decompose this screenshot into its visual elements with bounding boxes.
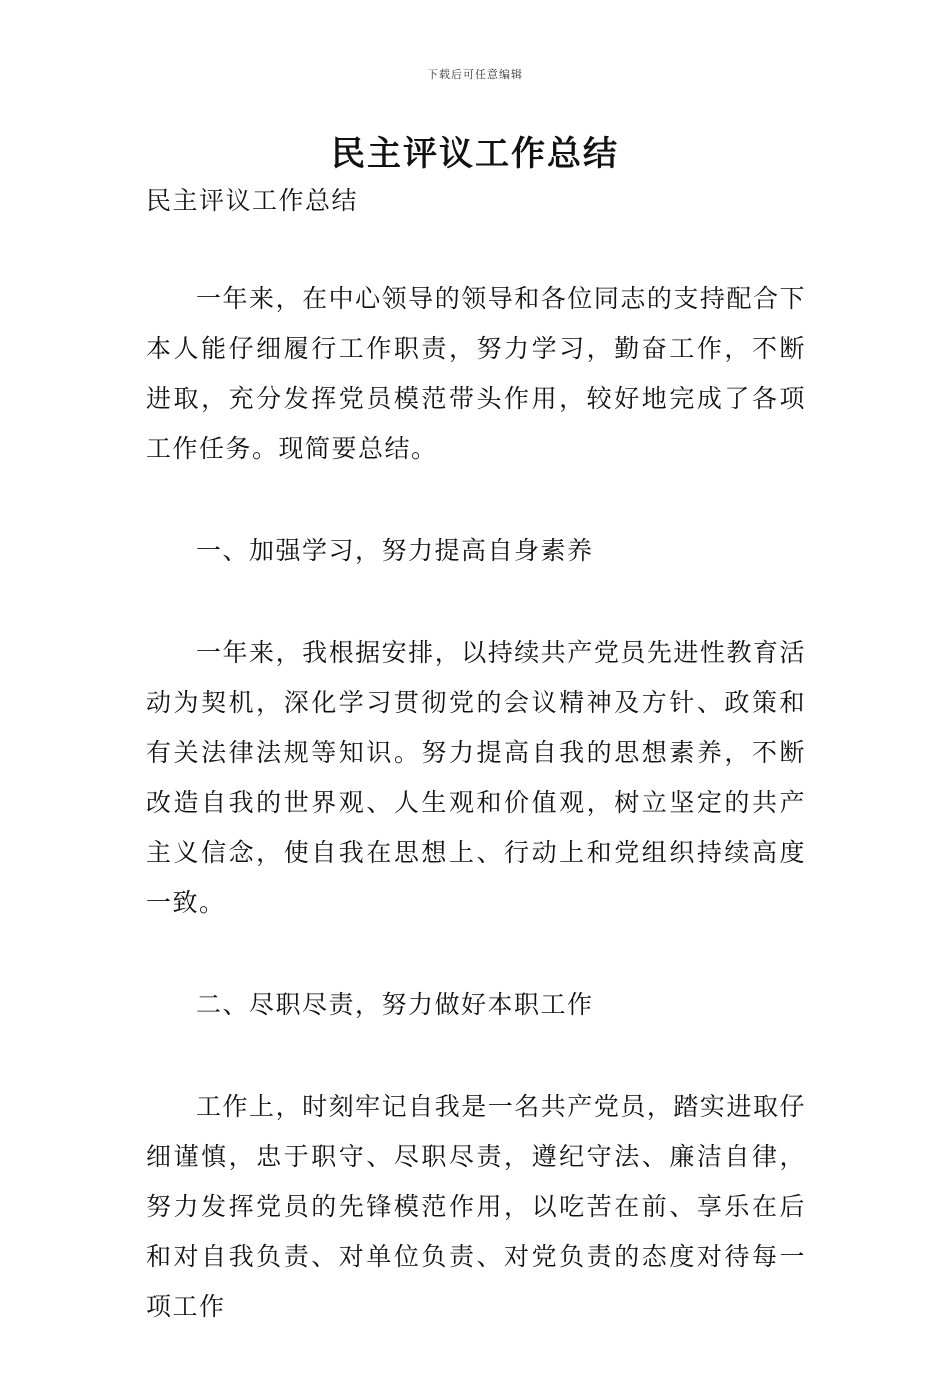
document-body — [146, 176, 806, 1384]
header-note: 下载后可任意编辑 — [427, 68, 523, 81]
document-title: 民主评议工作总结 — [331, 134, 619, 174]
section-1-paragraph: 一年来，我根据安排，以持续共产党员先进性教育活动为契机，深化学习贯彻党的会议精神及方针、政策和有关法律法规等知识。努力提高自我的思想素养，不断改造自我的世界观、人生观和价值观，树立坚定的共产主义信念，使自我在思想上、行动上和党组织持续高度一致。 — [146, 638, 806, 917]
document-subtitle: 民主评议工作总结 — [146, 186, 359, 215]
section-heading-2: 二、尽职尽责，努力做好本职工作 — [196, 990, 594, 1019]
section-2-paragraph: 工作上，时刻牢记自我是一名共产党员，踏实进取仔细谨慎，忠于职守、尽职尽责，遵纪守法、廉洁自律，努力发挥党员的先锋模范作用，以吃苦在前、享乐在后和对自我负责、对单位负责、对党负责的态度对待每一项工作 — [146, 1092, 806, 1321]
section-heading-1: 一、加强学习，努力提高自身素养 — [196, 536, 594, 565]
intro-paragraph: 一年来，在中心领导的领导和各位同志的支持配合下本人能仔细履行工作职责，努力学习，勤奋工作，不断进取，充分发挥党员模范带头作用，较好地完成了各项工作任务。现简要总结。 — [146, 284, 806, 463]
